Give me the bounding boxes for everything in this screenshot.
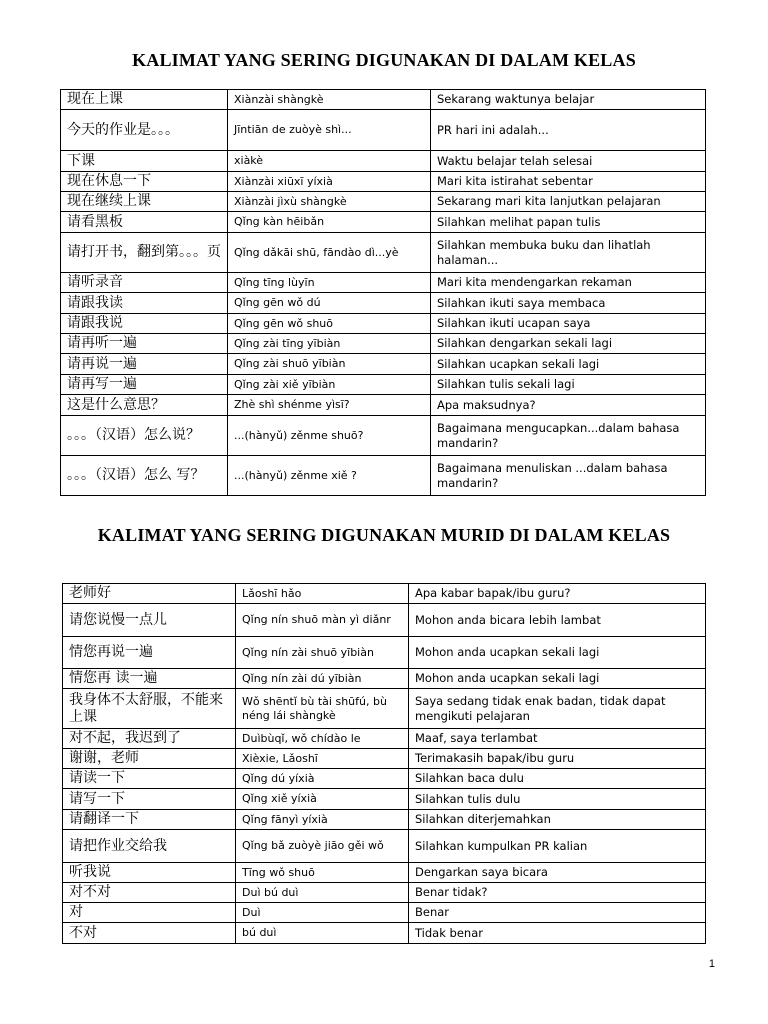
table-row (61, 416, 706, 456)
section-1-title: KALIMAT YANG SERING DIGUNAKAN DI DALAM KELAS (132, 50, 636, 70)
chinese-cell: 情您再说一遍 (63, 637, 236, 669)
table-row (61, 293, 706, 314)
pinyin-cell: Qǐng dú yíxià (236, 769, 409, 789)
chinese-cell: 。。。（汉语）怎么说？ (61, 416, 228, 456)
indonesian-cell: Apa maksudnya? (431, 395, 706, 416)
table-row (61, 172, 706, 192)
pinyin-cell: Qǐng zài tīng yībiàn (228, 334, 431, 354)
chinese-cell: 情您再 读一遍 (63, 669, 236, 689)
table-row (63, 729, 706, 749)
pinyin-cell: Xiànzài shàngkè (228, 90, 431, 110)
chinese-cell: 下课 (61, 151, 228, 172)
table-row (63, 669, 706, 689)
indonesian-cell: Tidak benar (409, 923, 706, 944)
table-row (61, 212, 706, 233)
chinese-cell: 请再说一遍 (61, 354, 228, 375)
indonesian-cell: Mari kita istirahat sebentar (431, 172, 706, 192)
pinyin-cell: Xiànzài jìxù shàngkè (228, 192, 431, 212)
indonesian-cell: Mari kita mendengarkan rekaman (431, 273, 706, 293)
pinyin-cell: Wǒ shēntǐ bù tài shūfú, bù néng lái shàngkè (236, 689, 409, 729)
table-row (63, 689, 706, 729)
indonesian-cell: Mohon anda bicara lebih lambat (409, 604, 706, 637)
chinese-cell: 我身体不太舒服，不能来上课 (63, 689, 236, 729)
table-row (63, 584, 706, 604)
indonesian-cell: Silahkan membuka buku dan lihatlah halaman... (431, 233, 706, 273)
table-row (63, 769, 706, 789)
chinese-cell: 今天的作业是。。。 (61, 110, 228, 151)
table-row (61, 314, 706, 334)
table-row (61, 233, 706, 273)
indonesian-cell: Waktu belajar telah selesai (431, 151, 706, 172)
pinyin-cell: bú duì (236, 923, 409, 944)
indonesian-cell: Silahkan tulis sekali lagi (431, 375, 706, 395)
chinese-cell: 请把作业交给我 (63, 830, 236, 863)
section-2-title: KALIMAT YANG SERING DIGUNAKAN MURID DI DALAM KELAS (97, 525, 671, 545)
indonesian-cell: Silahkan melihat papan tulis (431, 212, 706, 233)
chinese-cell: 请看黑板 (61, 212, 228, 233)
table-row (61, 90, 706, 110)
indonesian-cell: Benar tidak? (409, 883, 706, 903)
chinese-cell: 请打开书，翻到第。。。页 (61, 233, 228, 273)
chinese-cell: 请再写一遍 (61, 375, 228, 395)
indonesian-cell: Saya sedang tidak enak badan, tidak dapat mengikuti pelajaran (409, 689, 706, 729)
chinese-cell: 不对 (63, 923, 236, 944)
pinyin-cell: ...(hànyǔ) zěnme xiě ? (228, 456, 431, 496)
pinyin-cell: Qǐng dǎkāi shū, fāndào dì...yè (228, 233, 431, 273)
table-row (61, 334, 706, 354)
pinyin-cell: Qǐng nín shuō màn yì diǎnr (236, 604, 409, 637)
chinese-cell: 请翻译一下 (63, 810, 236, 830)
pinyin-cell: Xiànzài xiūxī yíxià (228, 172, 431, 192)
indonesian-cell: Bagaimana mengucapkan...dalam bahasa mandarin? (431, 416, 706, 456)
chinese-cell: 对不对 (63, 883, 236, 903)
pinyin-cell: Qǐng gēn wǒ dú (228, 293, 431, 314)
table-row (63, 830, 706, 863)
indonesian-cell: Sekarang mari kita lanjutkan pelajaran (431, 192, 706, 212)
chinese-cell: 请写一下 (63, 789, 236, 810)
pinyin-cell: Qǐng kàn hēibǎn (228, 212, 431, 233)
table-row (63, 863, 706, 883)
table-row (63, 923, 706, 944)
pinyin-cell: ...(hànyǔ) zěnme shuō? (228, 416, 431, 456)
indonesian-cell: Silahkan ikuti ucapan saya (431, 314, 706, 334)
indonesian-cell: Silahkan tulis dulu (409, 789, 706, 810)
indonesian-cell: Silahkan kumpulkan PR kalian (409, 830, 706, 863)
indonesian-cell: Apa kabar bapak/ibu guru? (409, 584, 706, 604)
indonesian-cell: Silahkan baca dulu (409, 769, 706, 789)
table-row (63, 903, 706, 923)
chinese-cell: 谢谢，老师 (63, 749, 236, 769)
table-row (63, 749, 706, 769)
classroom-phrases-table (60, 89, 706, 496)
table-row (63, 810, 706, 830)
pinyin-cell: Qǐng tīng lùyīn (228, 273, 431, 293)
chinese-cell: 听我说 (63, 863, 236, 883)
chinese-cell: 。。。（汉语）怎么 写？ (61, 456, 228, 496)
chinese-cell: 请读一下 (63, 769, 236, 789)
chinese-cell: 现在继续上课 (61, 192, 228, 212)
chinese-cell: 老师好 (63, 584, 236, 604)
pinyin-cell: xiàkè (228, 151, 431, 172)
table-row (61, 456, 706, 496)
indonesian-cell: Dengarkan saya bicara (409, 863, 706, 883)
chinese-cell: 请跟我读 (61, 293, 228, 314)
chinese-cell: 现在上课 (61, 90, 228, 110)
pinyin-cell: Qǐng gēn wǒ shuō (228, 314, 431, 334)
chinese-cell: 对不起，我迟到了 (63, 729, 236, 749)
table-row (63, 637, 706, 669)
table-row (61, 151, 706, 172)
pinyin-cell: Duì (236, 903, 409, 923)
pinyin-cell: Lǎoshī hǎo (236, 584, 409, 604)
pinyin-cell: Duì bú duì (236, 883, 409, 903)
pinyin-cell: Tīng wǒ shuō (236, 863, 409, 883)
chinese-cell: 这是什么意思？ (61, 395, 228, 416)
indonesian-cell: Mohon anda ucapkan sekali lagi (409, 669, 706, 689)
chinese-cell: 请您说慢一点儿 (63, 604, 236, 637)
pinyin-cell: Qǐng xiě yíxià (236, 789, 409, 810)
indonesian-cell: Terimakasih bapak/ibu guru (409, 749, 706, 769)
indonesian-cell: Bagaimana menuliskan ...dalam bahasa mandarin? (431, 456, 706, 496)
chinese-cell: 请再听一遍 (61, 334, 228, 354)
pinyin-cell: Jīntiān de zuòyè shì... (228, 110, 431, 151)
table-row (63, 789, 706, 810)
chinese-cell: 现在休息一下 (61, 172, 228, 192)
table-row (61, 110, 706, 151)
indonesian-cell: Silahkan ikuti saya membaca (431, 293, 706, 314)
pinyin-cell: Qǐng nín zài dú yībiàn (236, 669, 409, 689)
chinese-cell: 请听录音 (61, 273, 228, 293)
student-phrases-table (62, 583, 706, 944)
table-row (61, 375, 706, 395)
table-row (63, 604, 706, 637)
pinyin-cell: Qǐng nín zài shuō yībiàn (236, 637, 409, 669)
pinyin-cell: Duìbùqǐ, wǒ chídào le (236, 729, 409, 749)
indonesian-cell: Benar (409, 903, 706, 923)
page-number: 1 (708, 958, 715, 970)
table-row (61, 395, 706, 416)
indonesian-cell: Maaf, saya terlambat (409, 729, 706, 749)
pinyin-cell: Xièxie, Lǎoshī (236, 749, 409, 769)
pinyin-cell: Qǐng fānyì yíxià (236, 810, 409, 830)
pinyin-cell: Qǐng bǎ zuòyè jiāo gěi wǒ (236, 830, 409, 863)
indonesian-cell: Sekarang waktunya belajar (431, 90, 706, 110)
pinyin-cell: Zhè shì shénme yìsī? (228, 395, 431, 416)
indonesian-cell: Silahkan diterjemahkan (409, 810, 706, 830)
table-row (61, 192, 706, 212)
table-row (61, 354, 706, 375)
indonesian-cell: PR hari ini adalah... (431, 110, 706, 151)
indonesian-cell: Silahkan dengarkan sekali lagi (431, 334, 706, 354)
chinese-cell: 对 (63, 903, 236, 923)
pinyin-cell: Qǐng zài xiě yībiàn (228, 375, 431, 395)
indonesian-cell: Mohon anda ucapkan sekali lagi (409, 637, 706, 669)
indonesian-cell: Silahkan ucapkan sekali lagi (431, 354, 706, 375)
chinese-cell: 请跟我说 (61, 314, 228, 334)
table-row (63, 883, 706, 903)
pinyin-cell: Qǐng zài shuō yībiàn (228, 354, 431, 375)
table-row (61, 273, 706, 293)
